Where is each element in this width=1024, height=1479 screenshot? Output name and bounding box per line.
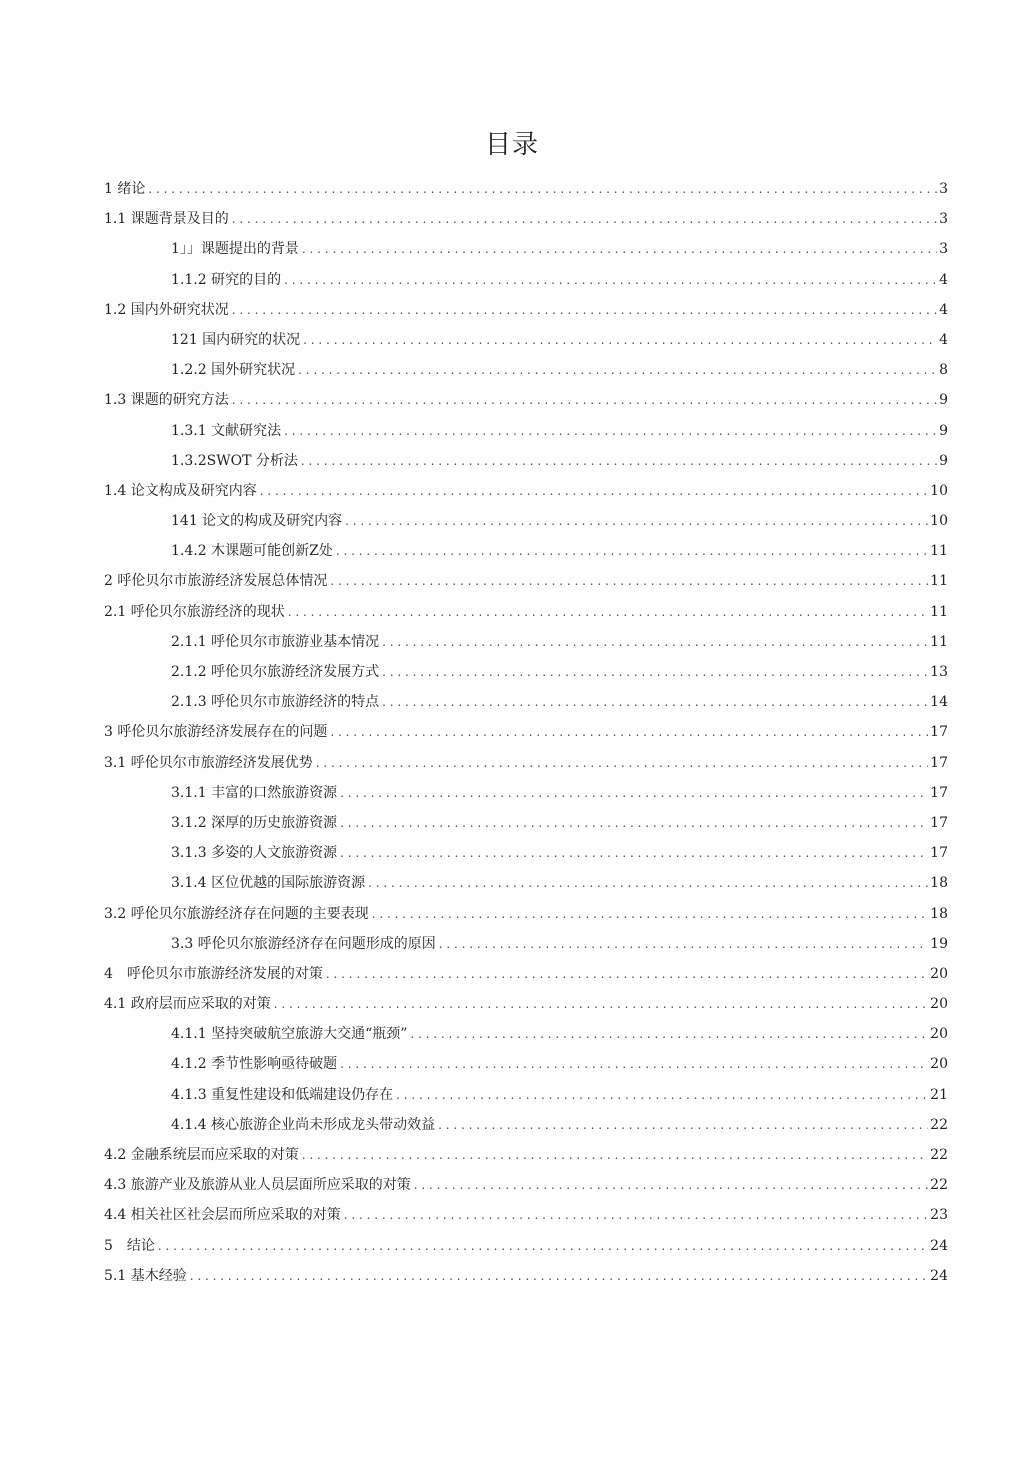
- toc-entry[interactable]: [104, 476, 948, 506]
- toc-entry-page-number: 21: [930, 1086, 948, 1103]
- toc-entry[interactable]: [104, 929, 948, 959]
- dot-leader: [382, 657, 928, 687]
- toc-entry[interactable]: [104, 808, 948, 838]
- toc-entry[interactable]: [104, 446, 948, 476]
- toc-entry-page-number: 9: [939, 452, 948, 469]
- dot-leader: [190, 1261, 928, 1291]
- toc-entry-page-number: 11: [930, 573, 948, 590]
- toc-entry[interactable]: [104, 899, 948, 929]
- toc-entry[interactable]: [104, 989, 948, 1019]
- toc-entry-page-number: 17: [930, 845, 948, 862]
- toc-entry-page-number: 20: [930, 1026, 948, 1043]
- toc-entry-title: 4 呼伦贝尔市旅游经济发展的对策: [104, 965, 323, 982]
- toc-entry-page-number: 24: [930, 1267, 948, 1284]
- dot-leader: [298, 355, 937, 385]
- toc-entry-title: 1.2.2 国外研究状况: [171, 362, 296, 379]
- toc-entry[interactable]: [104, 355, 948, 385]
- toc-entry-page-number: 8: [939, 362, 948, 379]
- toc-entry-title: 1 绪论: [104, 181, 146, 197]
- toc-entry-page-number: 17: [930, 754, 948, 771]
- toc-entry-title: 3 呼伦贝尔旅游经济发展存在的问题: [104, 724, 328, 741]
- dot-leader: [330, 566, 928, 596]
- dot-leader: [382, 627, 928, 657]
- dot-leader: [410, 1019, 928, 1049]
- toc-entry-page-number: 17: [930, 814, 948, 831]
- toc-entry-page-number: 17: [930, 724, 948, 741]
- toc-entry-title: 4.1.2 季节性影响亟待破题: [171, 1056, 338, 1073]
- toc-entry-title: 4.4 相关社区社会层而所应采取的对策: [104, 1207, 341, 1224]
- toc-entry-title: 3.1.2 深厚的历史旅游资源: [171, 814, 338, 831]
- dot-leader: [372, 899, 928, 929]
- toc-entry-title: 3.1.1 丰富的口然旅游资源: [171, 784, 338, 801]
- toc-entry[interactable]: [104, 234, 948, 264]
- toc-entry-title: 4.1.3 重复性建设和低端建设仍存在: [171, 1086, 394, 1103]
- toc-entry-page-number: 22: [930, 1177, 948, 1194]
- toc-entry[interactable]: [104, 959, 948, 989]
- toc-entry[interactable]: [104, 868, 948, 898]
- toc-entry-title: 4.3 旅游产业及旅游从业人员层面所应采取的对策: [104, 1177, 411, 1194]
- toc-entry-page-number: 18: [930, 875, 948, 892]
- toc-entry-page-number: 3: [939, 181, 948, 197]
- dot-leader: [232, 204, 937, 234]
- toc-entry[interactable]: [104, 295, 948, 325]
- toc-entry-title: 5 结论: [104, 1237, 155, 1254]
- toc-entry-page-number: 23: [930, 1207, 948, 1224]
- toc-entry-title: 1.3.1 文献研究法: [171, 422, 282, 439]
- dot-leader: [232, 385, 937, 415]
- toc-entry[interactable]: [104, 265, 948, 295]
- toc-entry[interactable]: [104, 1170, 948, 1200]
- dot-leader: [274, 989, 928, 1019]
- toc-title: 目录: [484, 130, 539, 160]
- toc-entry-page-number: 11: [930, 543, 948, 560]
- dot-leader: [232, 295, 937, 325]
- toc-entry-page-number: 18: [930, 905, 948, 922]
- toc-entry-page-number: 10: [930, 513, 948, 530]
- toc-entry[interactable]: [104, 174, 948, 204]
- dot-leader: [336, 536, 928, 566]
- toc-entry-page-number: 4: [939, 331, 948, 348]
- toc-entry-title: 1.4.2 木课题可能创新Z处: [171, 543, 333, 560]
- dot-leader: [414, 1170, 928, 1200]
- dot-leader: [340, 838, 928, 868]
- toc-entry-title: 1.3 课题的研究方法: [104, 392, 229, 409]
- toc-entry-page-number: 13: [930, 664, 948, 680]
- dot-leader: [330, 717, 928, 747]
- toc-entry-title: 1」」课题提出的背景: [171, 241, 299, 258]
- toc-entry[interactable]: [104, 687, 948, 717]
- toc-entry[interactable]: [104, 627, 948, 657]
- toc-entry-page-number: 3: [939, 211, 948, 228]
- dot-leader: [284, 416, 937, 446]
- toc-entry[interactable]: [104, 204, 948, 234]
- toc-entry-page-number: 20: [930, 996, 948, 1013]
- dot-leader: [340, 808, 928, 838]
- dot-leader: [303, 325, 937, 355]
- dot-leader: [284, 265, 937, 295]
- toc-entry[interactable]: [104, 748, 948, 778]
- toc-entry[interactable]: [104, 1049, 948, 1079]
- toc-entry-page-number: 10: [930, 482, 948, 499]
- toc-entry-page-number: 17: [930, 784, 948, 801]
- toc-entry[interactable]: [104, 1200, 948, 1230]
- dot-leader: [302, 234, 937, 264]
- dot-leader: [344, 1200, 928, 1230]
- dot-leader: [288, 597, 928, 627]
- toc-entry-page-number: 11: [930, 603, 948, 620]
- toc-entry-title: 3.1 呼伦贝尔市旅游经济发展优势: [104, 754, 313, 771]
- toc-entry[interactable]: [104, 838, 948, 868]
- dot-leader: [148, 174, 937, 204]
- toc-entry-title: 3.1.4 区位优越的国际旅游资源: [171, 875, 366, 892]
- dot-leader: [301, 446, 937, 476]
- toc-entry[interactable]: [104, 1231, 948, 1261]
- toc-entry-title: 3.3 呼伦贝尔旅游经济存在问题形成的原因: [171, 935, 436, 952]
- toc-entry[interactable]: [104, 778, 948, 808]
- toc-entry-page-number: 14: [930, 694, 948, 711]
- dot-leader: [345, 506, 928, 536]
- dot-leader: [316, 748, 928, 778]
- toc-entry-page-number: 9: [939, 422, 948, 439]
- toc-entry-title: 1.3.2SWOT 分析法: [171, 452, 298, 469]
- toc-entry-page-number: 22: [930, 1116, 948, 1133]
- toc-entry-title: 2.1.3 呼伦贝尔市旅游经济的特点: [171, 694, 380, 711]
- toc-entry-title: 4.1 政府层而应采取的对策: [104, 996, 271, 1013]
- dot-leader: [158, 1231, 928, 1261]
- toc-entry-title: 2 呼伦贝尔市旅游经济发展总体情况: [104, 573, 328, 590]
- toc-entry[interactable]: [104, 416, 948, 446]
- toc-entry-page-number: 11: [930, 633, 948, 650]
- toc-entry-page-number: 4: [939, 301, 948, 318]
- toc-entry-title: 2.1.2 呼伦贝尔旅游经济发展方式: [171, 664, 380, 680]
- toc-entry-title: 1.2 国内外研究状况: [104, 301, 229, 318]
- dot-leader: [260, 476, 928, 506]
- toc-entry-title: 121 国内研究的状况: [171, 331, 301, 348]
- toc-entry-title: 2.1.1 呼伦贝尔市旅游业基本情况: [171, 633, 380, 650]
- toc-entry-page-number: 3: [939, 241, 948, 258]
- dot-leader: [368, 868, 928, 898]
- toc-entry[interactable]: [104, 566, 948, 596]
- toc-entry-title: 3.1.3 多姿的人文旅游资源: [171, 845, 338, 862]
- toc-entry[interactable]: [104, 1019, 948, 1049]
- toc-entry[interactable]: [104, 1261, 948, 1291]
- dot-leader: [439, 929, 928, 959]
- toc-entry[interactable]: [104, 325, 948, 355]
- toc-entry-title: 1.1.2 研究的目的: [171, 271, 282, 288]
- toc-entry-page-number: 4: [939, 271, 948, 288]
- toc-entry[interactable]: [104, 536, 948, 566]
- toc-entry-title: 4.2 金融系统层而应采取的对策: [104, 1147, 299, 1163]
- dot-leader: [302, 1140, 928, 1170]
- dot-leader: [396, 1080, 928, 1110]
- toc-entry-title: 1.4 论文构成及研究内容: [104, 482, 257, 499]
- dot-leader: [382, 687, 928, 717]
- toc-entry-title: 4.1.4 核心旅游企业尚未形成龙头带动效益: [171, 1116, 436, 1133]
- table-of-contents: [104, 174, 948, 1291]
- toc-entry[interactable]: [104, 657, 948, 687]
- toc-entry-page-number: 24: [930, 1237, 948, 1254]
- dot-leader: [438, 1110, 928, 1140]
- toc-entry-title: 1.1 课题背景及目的: [104, 211, 229, 228]
- toc-entry-title: 5.1 基木经验: [104, 1267, 187, 1284]
- toc-entry[interactable]: [104, 597, 948, 627]
- toc-entry-title: 2.1 呼伦贝尔旅游经济的现状: [104, 603, 285, 620]
- toc-entry-title: 4.1.1 坚持突破航空旅游大交通“瓶颈”: [171, 1026, 408, 1043]
- toc-entry-page-number: 19: [930, 935, 948, 952]
- toc-entry[interactable]: [104, 385, 948, 415]
- dot-leader: [326, 959, 928, 989]
- toc-entry-title: 3.2 呼伦贝尔旅游经济存在问题的主要表现: [104, 905, 369, 922]
- toc-entry[interactable]: [104, 506, 948, 536]
- toc-entry-page-number: 22: [930, 1147, 948, 1163]
- toc-entry-page-number: 20: [930, 965, 948, 982]
- dot-leader: [340, 778, 928, 808]
- toc-entry-page-number: 9: [939, 392, 948, 409]
- toc-entry[interactable]: [104, 1110, 948, 1140]
- toc-entry[interactable]: [104, 717, 948, 747]
- toc-entry[interactable]: [104, 1140, 948, 1170]
- toc-entry[interactable]: [104, 1080, 948, 1110]
- dot-leader: [340, 1049, 928, 1079]
- toc-entry-page-number: 20: [930, 1056, 948, 1073]
- toc-entry-title: 141 论文的构成及研究内容: [171, 513, 343, 530]
